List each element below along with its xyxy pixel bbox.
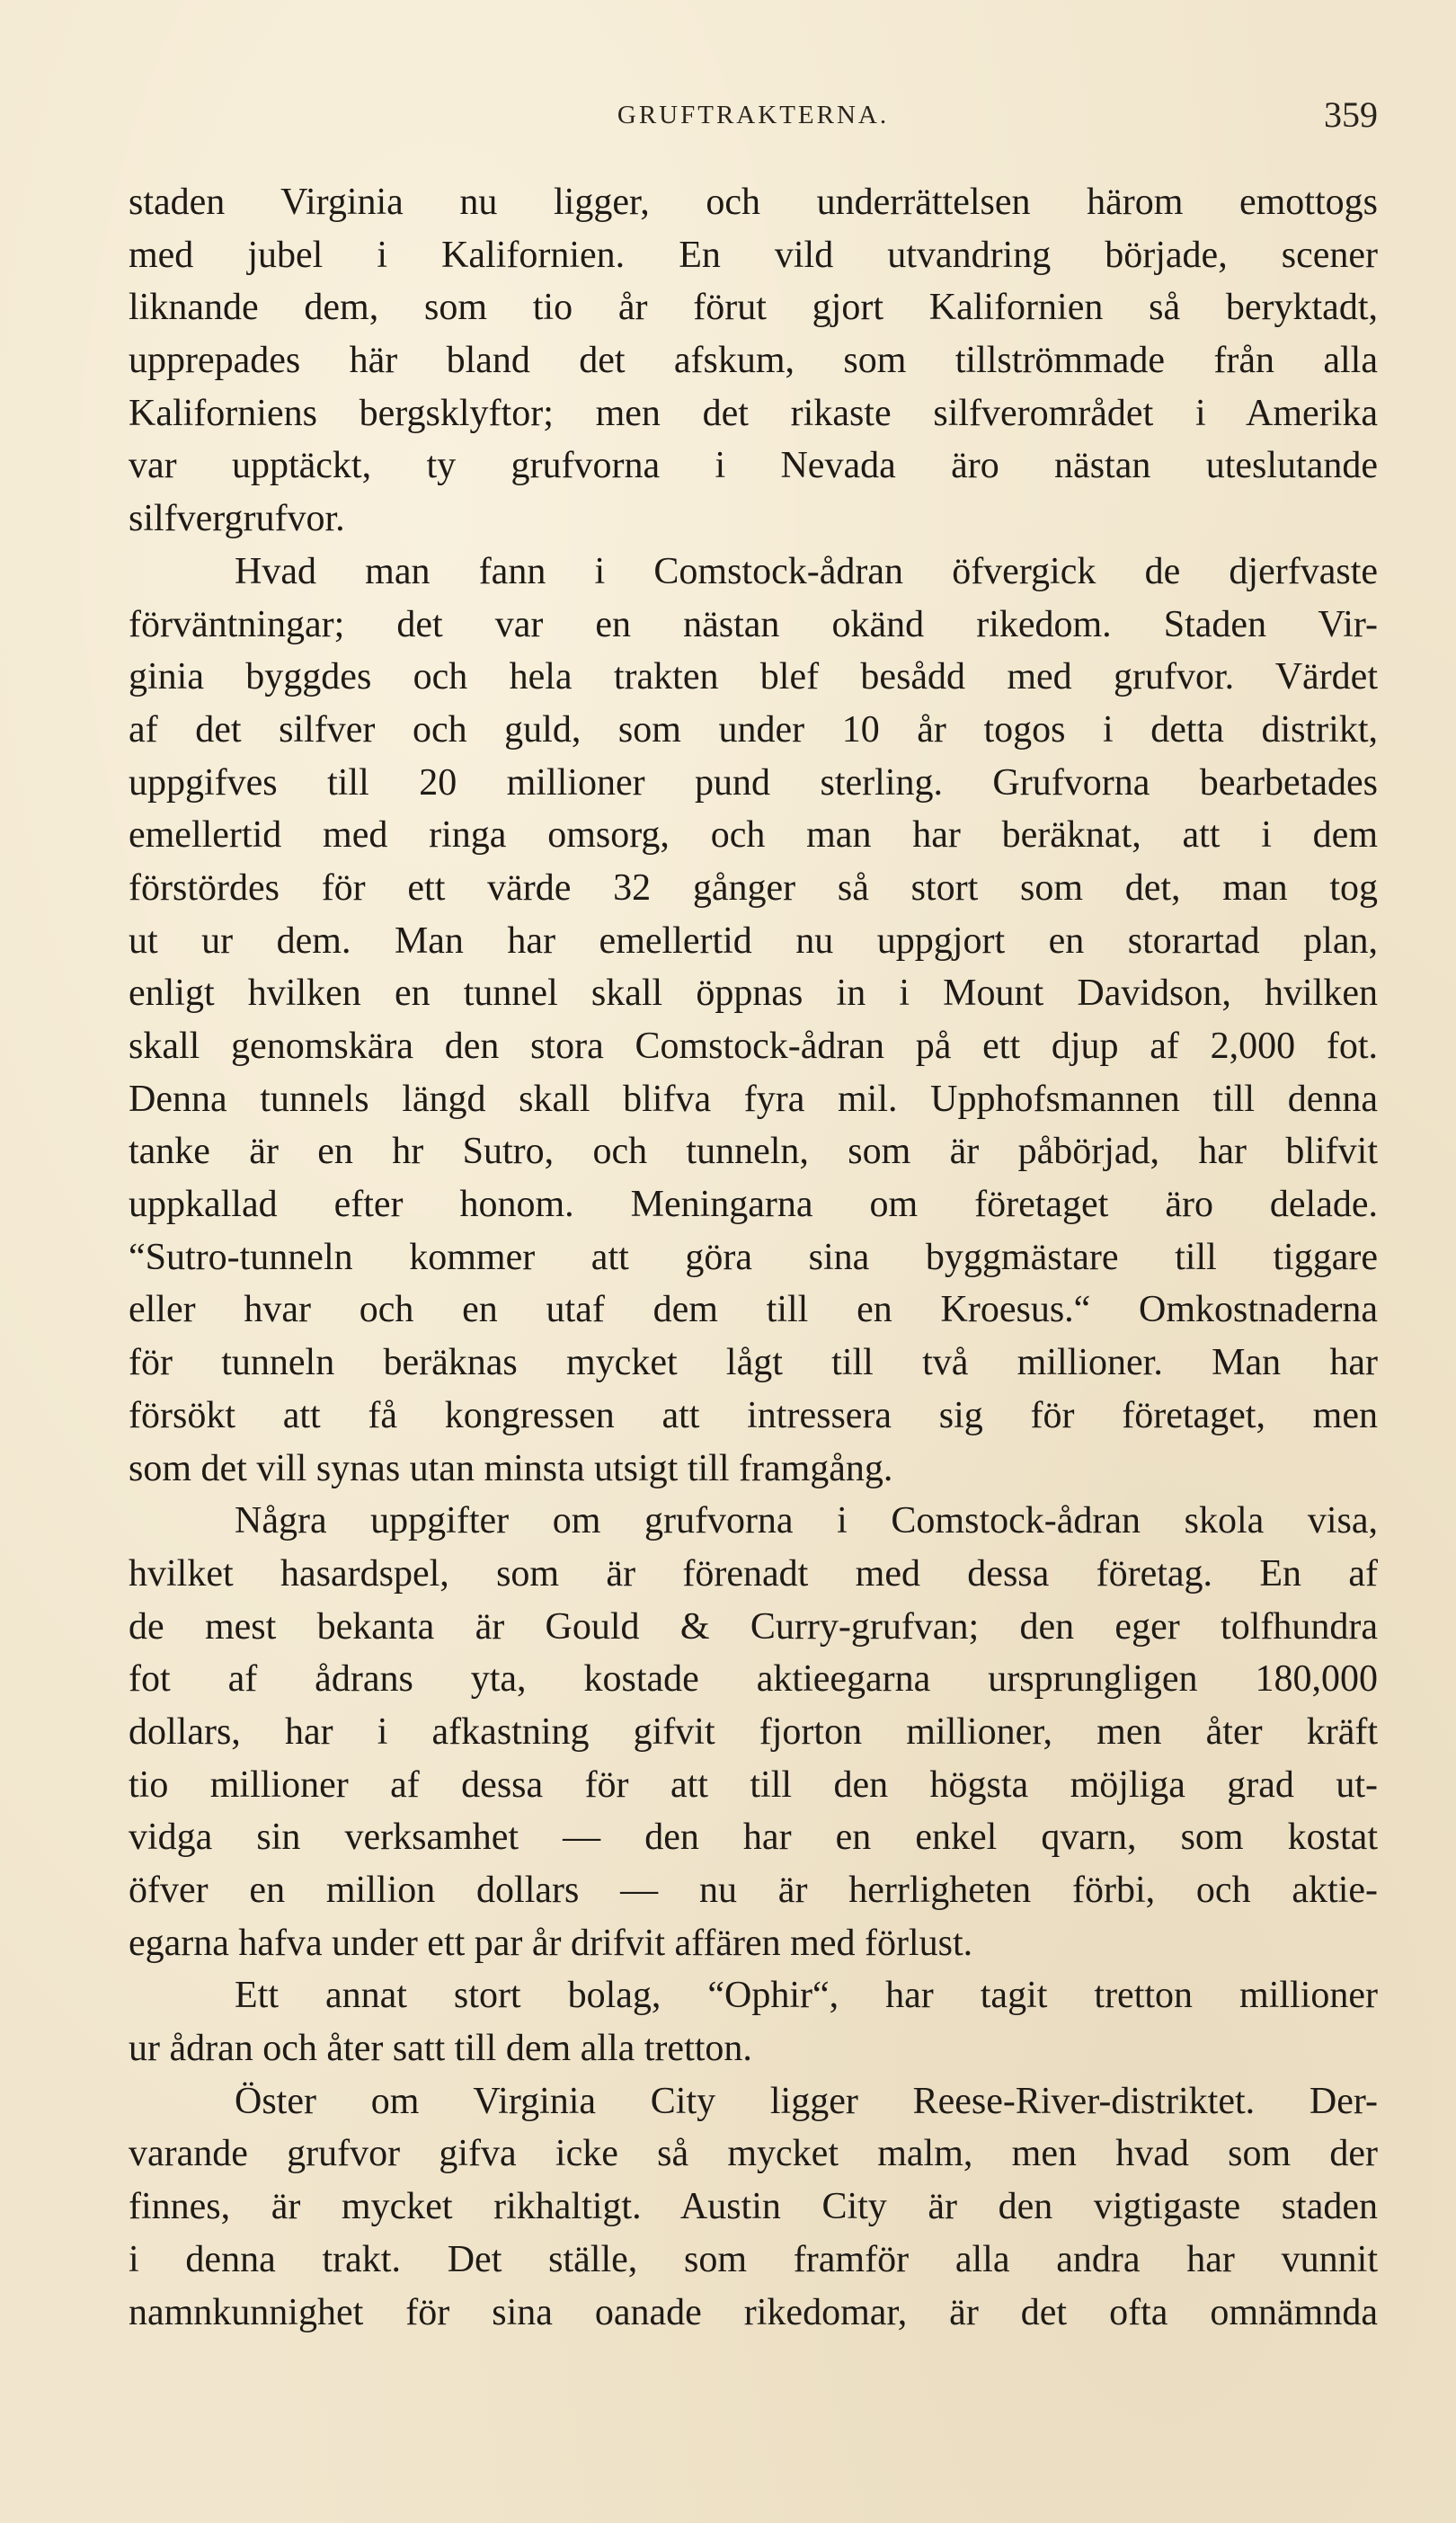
text-line: Några uppgifter om grufvorna i Comstock-ådran skola visa, (235, 1500, 1378, 1542)
text-line: Denna tunnels längd skall blifva fyra mil. Upphofsmannen till denna (129, 1078, 1378, 1120)
text-line: namnkunnighet för sina oanade rikedomar, är det ofta omnämnda (129, 2291, 1378, 2333)
text-line: enligt hvilken en tunnel skall öppnas in i Mount Davidson, hvilken (129, 973, 1378, 1015)
text-line: Hvad man fann i Comstock-ådran öfvergick de djerfvaste (235, 550, 1378, 592)
text-line: de mest bekanta är Gould & Curry-grufvan; den eger tolfhundra (129, 1605, 1378, 1648)
text-line: Kaliforniens bergsklyftor; men det rikaste silfverområdet i Amerika (129, 392, 1378, 434)
text-line: uppkallad efter honom. Meningarna om företaget äro delade. (129, 1184, 1378, 1226)
text-line: egarna hafva under ett par år drifvit affären med förlust. (129, 1922, 973, 1964)
text-line: liknande dem, som tio år förut gjort Kalifornien så beryktadt, (129, 287, 1378, 329)
text-line: ut ur dem. Man har emellertid nu uppgjort en storartad plan, (129, 919, 1378, 962)
text-line: för tunneln beräknas mycket lågt till två millioner. Man har (129, 1342, 1378, 1384)
text-line: Öster om Virginia City ligger Reese-River-distriktet. Der- (235, 2080, 1378, 2122)
text-line: i denna trakt. Det ställe, som framför alla andra har vunnit (129, 2238, 1378, 2280)
text-line: var upptäckt, ty grufvorna i Nevada äro nästan uteslutande (129, 445, 1378, 487)
text-line: tanke är en hr Sutro, och tunneln, som är påbörjad, har blifvit (129, 1131, 1378, 1173)
text-line: uppgifves till 20 millioner pund sterling. Grufvorna bearbetades (129, 761, 1378, 804)
text-line: förväntningar; det var en nästan okänd rikedom. Staden Vir- (129, 603, 1378, 645)
text-line: vidga sin verksamhet — den har en enkel qvarn, som kostat (129, 1817, 1378, 1859)
text-line: öfver en million dollars — nu är herrligheten förbi, och aktie- (129, 1870, 1378, 1911)
text-line: hvilket hasardspel, som är förenadt med dessa företag. En af (129, 1552, 1378, 1595)
text-line: med jubel i Kalifornien. En vild utvandring började, scener (129, 234, 1378, 276)
page-number: 359 (1324, 94, 1378, 135)
text-line: förstördes för ett värde 32 gånger så stort som det, man tog (129, 866, 1378, 909)
text-line: silfvergrufvor. (129, 498, 345, 540)
running-title: GRUFTRAKTERNA. (617, 101, 890, 129)
text-line: ur ådran och åter satt till dem alla tretton. (129, 2028, 752, 2070)
text-line: Ett annat stort bolag, “Ophir“, har tagit tretton millioner (235, 1975, 1378, 2017)
text-line: som det vill synas utan minsta utsigt till framgång. (129, 1447, 893, 1489)
text-line: af det silfver och guld, som under 10 år togos i detta distrikt, (129, 708, 1378, 751)
body-text (129, 176, 1378, 2339)
text-line: “Sutro-tunneln kommer att göra sina byggmästare till tiggare (129, 1236, 1378, 1278)
text-line: staden Virginia nu ligger, och underrättelsen härom emottogs (129, 182, 1378, 223)
text-line: dollars, har i afkastning gifvit fjorton millioner, men åter kräft (129, 1710, 1378, 1753)
text-line: emellertid med ringa omsorg, och man har beräknat, att i dem (129, 814, 1378, 857)
text-line: varande grufvor gifva icke så mycket malm, men hvad som der (129, 2133, 1378, 2175)
text-line: eller hvar och en utaf dem till en Kroesus.“ Omkostnaderna (129, 1289, 1378, 1331)
text-line: ginia byggdes och hela trakten blef besådd med grufvor. Värdet (129, 656, 1378, 698)
running-head (129, 93, 1378, 138)
text-line: upprepades här bland det afskum, som tillströmmade från alla (129, 340, 1378, 382)
text-line: finnes, är mycket rikhaltigt. Austin City är den vigtigaste staden (129, 2186, 1378, 2228)
text-line: skall genomskära den stora Comstock-ådran på ett djup af 2,000 fot. (129, 1026, 1378, 1067)
text-line: fot af ådrans yta, kostade aktieegarna ursprungligen 180,000 (129, 1658, 1378, 1701)
text-line: försökt att få kongressen att intressera sig för företaget, men (129, 1394, 1378, 1436)
text-line: tio millioner af dessa för att till den högsta möjliga grad ut- (129, 1763, 1378, 1806)
